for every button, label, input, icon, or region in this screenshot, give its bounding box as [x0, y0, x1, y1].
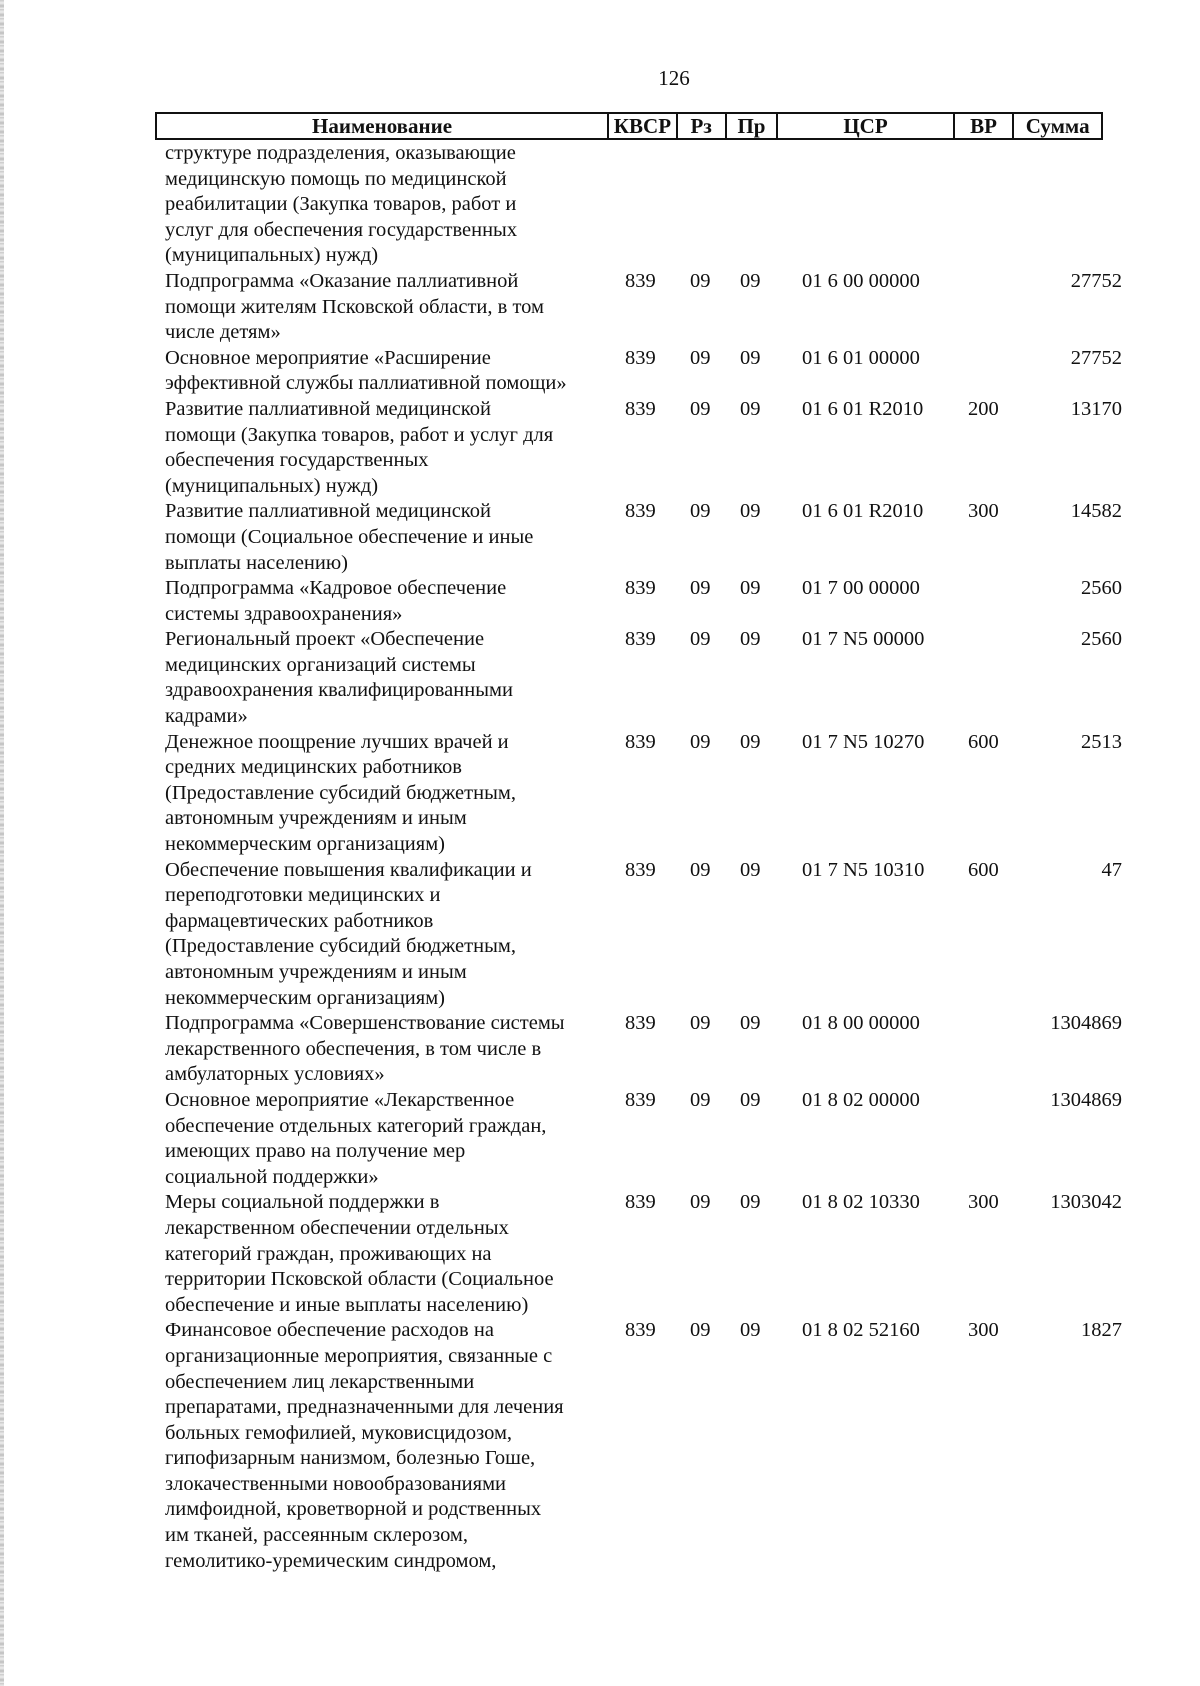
row-sum: 2560 [1081, 628, 1122, 651]
row-sum: 2513 [1081, 730, 1122, 753]
row-csr: 01 8 02 00000 [802, 1088, 920, 1111]
table-row [0, 346, 1200, 397]
row-name: Основное мероприятие «Лекарственное обеспечение отдельных категорий граждан, имеющих право на получение мер социальной поддержки» [165, 1088, 547, 1188]
table-body [0, 141, 1200, 1574]
row-name: Обеспечение повышения квалификации и переподготовки медицинских и фармацевтических работников (Предоставление субсидий бюджетным, автономным учреждениям и иным некоммерческим организациям) [165, 858, 532, 1009]
row-pr: 09 [740, 577, 761, 600]
row-sum: 2560 [1081, 577, 1122, 600]
row-name: Основное мероприятие «Расширение эффективной службы паллиативной помощи» [165, 346, 567, 395]
row-sum: 13170 [1070, 397, 1122, 420]
header-pr: Пр [727, 114, 779, 138]
table-row [0, 576, 1200, 627]
row-sum: 14582 [1070, 500, 1122, 523]
row-csr: 01 8 02 10330 [802, 1191, 920, 1214]
table-row [0, 627, 1200, 729]
row-name: Финансовое обеспечение расходов на организационные мероприятия, связанные с обеспечением лиц лекарственными препаратами, предназначенными для лечения больных гемофилией, муковисцидозом, гипофизарным нанизмом, болезнью Гоше, злокачественными новообразованиями лимфоидной, кроветворной и родственных им тканей, рассеянным склерозом, гемолитико-уремическим синдромом, [165, 1319, 564, 1572]
row-vr: 600 [968, 730, 999, 753]
row-csr: 01 6 01 R2010 [802, 397, 924, 420]
row-csr: 01 7 N5 00000 [802, 628, 925, 651]
header-csr: ЦСР [778, 114, 954, 138]
row-name: Денежное поощрение лучших врачей и средних медицинских работников (Предоставление субсидий бюджетным, автономным учреждениям и иным некоммерческим организациям) [165, 730, 516, 856]
row-sum: 1304869 [1050, 1012, 1122, 1035]
row-rz: 09 [690, 577, 711, 600]
header-rz: Рз [678, 114, 727, 138]
row-kvsr: 839 [625, 1319, 656, 1342]
row-vr: 600 [968, 858, 999, 881]
row-pr: 09 [740, 1088, 761, 1111]
row-kvsr: 839 [625, 858, 656, 881]
row-name: Развитие паллиативной медицинской помощи (Социальное обеспечение и иные выплаты населению) [165, 500, 534, 574]
row-kvsr: 839 [625, 346, 656, 369]
row-pr: 09 [740, 1191, 761, 1214]
row-pr: 09 [740, 269, 761, 292]
row-kvsr: 839 [625, 1191, 656, 1214]
row-rz: 09 [690, 1088, 711, 1111]
row-name: Подпрограмма «Совершенствование системы лекарственного обеспечения, в том числе в амбулаторных условиях» [165, 1012, 565, 1086]
row-pr: 09 [740, 858, 761, 881]
row-rz: 09 [690, 858, 711, 881]
row-pr: 09 [740, 500, 761, 523]
row-csr: 01 7 00 00000 [802, 577, 920, 600]
row-rz: 09 [690, 628, 711, 651]
row-rz: 09 [690, 1012, 711, 1035]
row-kvsr: 839 [625, 500, 656, 523]
header-name: Наименование [157, 114, 609, 138]
row-rz: 09 [690, 346, 711, 369]
row-rz: 09 [690, 1191, 711, 1214]
row-rz: 09 [690, 269, 711, 292]
row-csr: 01 6 01 00000 [802, 346, 920, 369]
row-sum: 27752 [1070, 346, 1122, 369]
table-row [0, 269, 1200, 346]
row-name: структуре подразделения, оказывающие медицинскую помощь по медицинской реабилитации (Закупка товаров, работ и услуг для обеспечения государственных (муниципальных) нужд) [165, 142, 518, 267]
table-row [0, 1011, 1200, 1088]
row-vr: 300 [968, 1191, 999, 1214]
row-pr: 09 [740, 346, 761, 369]
row-pr: 09 [740, 397, 761, 420]
row-kvsr: 839 [625, 730, 656, 753]
table-row [0, 1318, 1200, 1574]
row-vr: 300 [968, 1319, 999, 1342]
row-csr: 01 7 N5 10270 [802, 730, 925, 753]
table-row [0, 730, 1200, 858]
header-sum: Сумма [1025, 114, 1090, 138]
row-name: Развитие паллиативной медицинской помощи (Закупка товаров, работ и услуг для обеспечения государственных (муниципальных) нужд) [165, 397, 554, 497]
header-kvsr: КВСР [609, 114, 678, 138]
row-kvsr: 839 [625, 577, 656, 600]
row-rz: 09 [690, 730, 711, 753]
table-header [155, 112, 1103, 140]
row-csr: 01 8 02 52160 [802, 1319, 920, 1342]
row-csr: 01 6 00 00000 [802, 269, 920, 292]
row-sum: 1827 [1081, 1319, 1122, 1342]
page-number: 126 [658, 66, 690, 90]
row-kvsr: 839 [625, 628, 656, 651]
table-row [0, 1088, 1200, 1190]
row-csr: 01 6 01 R2010 [802, 500, 924, 523]
table-row [0, 397, 1200, 499]
row-kvsr: 839 [625, 269, 656, 292]
row-name: Подпрограмма «Оказание паллиативной помощи жителям Псковской области, в том числе детям» [165, 269, 544, 344]
table-row [0, 499, 1200, 576]
header-vr: ВР [955, 114, 1015, 138]
row-kvsr: 839 [625, 1012, 656, 1035]
row-sum: 1303042 [1050, 1191, 1122, 1214]
row-kvsr: 839 [625, 397, 656, 420]
row-pr: 09 [740, 1012, 761, 1035]
row-vr: 300 [968, 500, 999, 523]
row-name: Меры социальной поддержки в лекарственном обеспечении отдельных категорий граждан, проживающих на территории Псковской области (Социальное обеспечение и иные выплаты населению) [165, 1191, 554, 1316]
row-pr: 09 [740, 1319, 761, 1342]
table-row [0, 858, 1200, 1012]
row-vr: 200 [968, 397, 999, 420]
row-csr: 01 7 N5 10310 [802, 858, 925, 881]
row-pr: 09 [740, 628, 761, 651]
row-name: Подпрограмма «Кадровое обеспечение системы здравоохранения» [165, 577, 507, 625]
row-rz: 09 [690, 397, 711, 420]
row-csr: 01 8 00 00000 [802, 1012, 920, 1035]
row-name: Региональный проект «Обеспечение медицинских организаций системы здравоохранения квалифицированными кадрами» [165, 628, 513, 728]
row-kvsr: 839 [625, 1088, 656, 1111]
row-sum: 47 [1101, 858, 1122, 881]
row-rz: 09 [690, 1319, 711, 1342]
row-sum: 1304869 [1050, 1088, 1122, 1111]
table-row [0, 141, 1200, 269]
row-sum: 27752 [1070, 269, 1122, 292]
row-pr: 09 [740, 730, 761, 753]
row-rz: 09 [690, 500, 711, 523]
table-row [0, 1190, 1200, 1318]
